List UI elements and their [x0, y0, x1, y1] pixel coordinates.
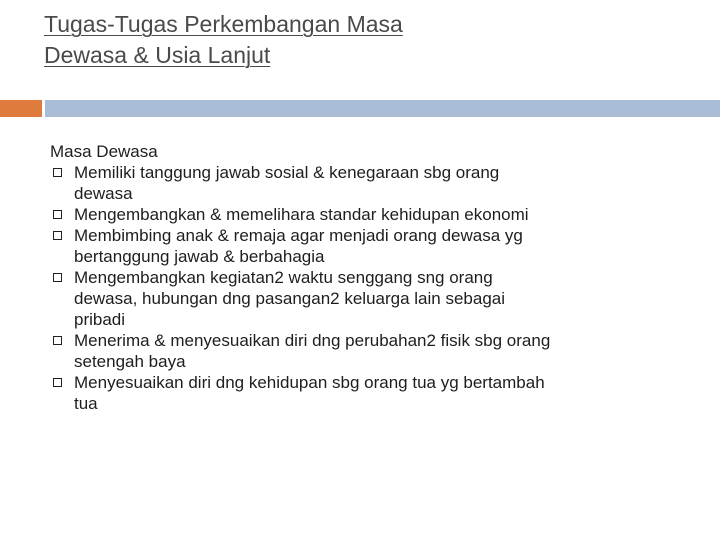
- bullet-text-line: Mengembangkan kegiatan2 waktu senggang sng orang: [74, 268, 493, 287]
- bullet-list: [50, 162, 690, 414]
- bullet-text-line: dewasa, hubungan dng pasangan2 keluarga lain sebagai: [74, 289, 506, 308]
- bullet-text-line: bertanggung jawab & berbahagia: [74, 247, 325, 266]
- bullet-text-line: Menerima & menyesuaikan diri dng perubahan2 fisik sbg orang: [74, 331, 551, 350]
- slide-title: [44, 9, 684, 71]
- accent-bar: [0, 100, 42, 117]
- bullet-text-line: Membimbing anak & remaja agar menjadi orang dewasa yg: [74, 226, 523, 245]
- bullet-item: [50, 330, 690, 372]
- bullet-text-line: setengah baya: [74, 352, 186, 371]
- bullet-item: [50, 267, 690, 330]
- divider-bar: [45, 100, 720, 117]
- bullet-item: [50, 372, 690, 414]
- bullet-text-line: Menyesuaikan diri dng kehidupan sbg orang tua yg bertambah: [74, 373, 545, 392]
- slide-content: [50, 141, 690, 414]
- bullet-item: [50, 225, 690, 267]
- hollow-square-icon: [53, 210, 62, 219]
- bullet-text-line: Mengembangkan & memelihara standar kehidupan ekonomi: [74, 205, 529, 224]
- hollow-square-icon: [53, 378, 62, 387]
- hollow-square-icon: [53, 168, 62, 177]
- section-heading: Masa Dewasa: [50, 142, 158, 161]
- bullet-item: [50, 162, 690, 204]
- bullet-text-line: Memiliki tanggung jawab sosial & kenegaraan sbg orang: [74, 163, 500, 182]
- hollow-square-icon: [53, 231, 62, 240]
- hollow-square-icon: [53, 336, 62, 345]
- slide-title-line: Tugas-Tugas Perkembangan Masa: [44, 11, 403, 37]
- bullet-text-line: dewasa: [74, 184, 133, 203]
- bullet-text-line: pribadi: [74, 310, 126, 329]
- hollow-square-icon: [53, 273, 62, 282]
- slide-title-line: Dewasa & Usia Lanjut: [44, 42, 271, 68]
- bullet-item: [50, 204, 690, 225]
- bullet-text-line: tua: [74, 394, 98, 413]
